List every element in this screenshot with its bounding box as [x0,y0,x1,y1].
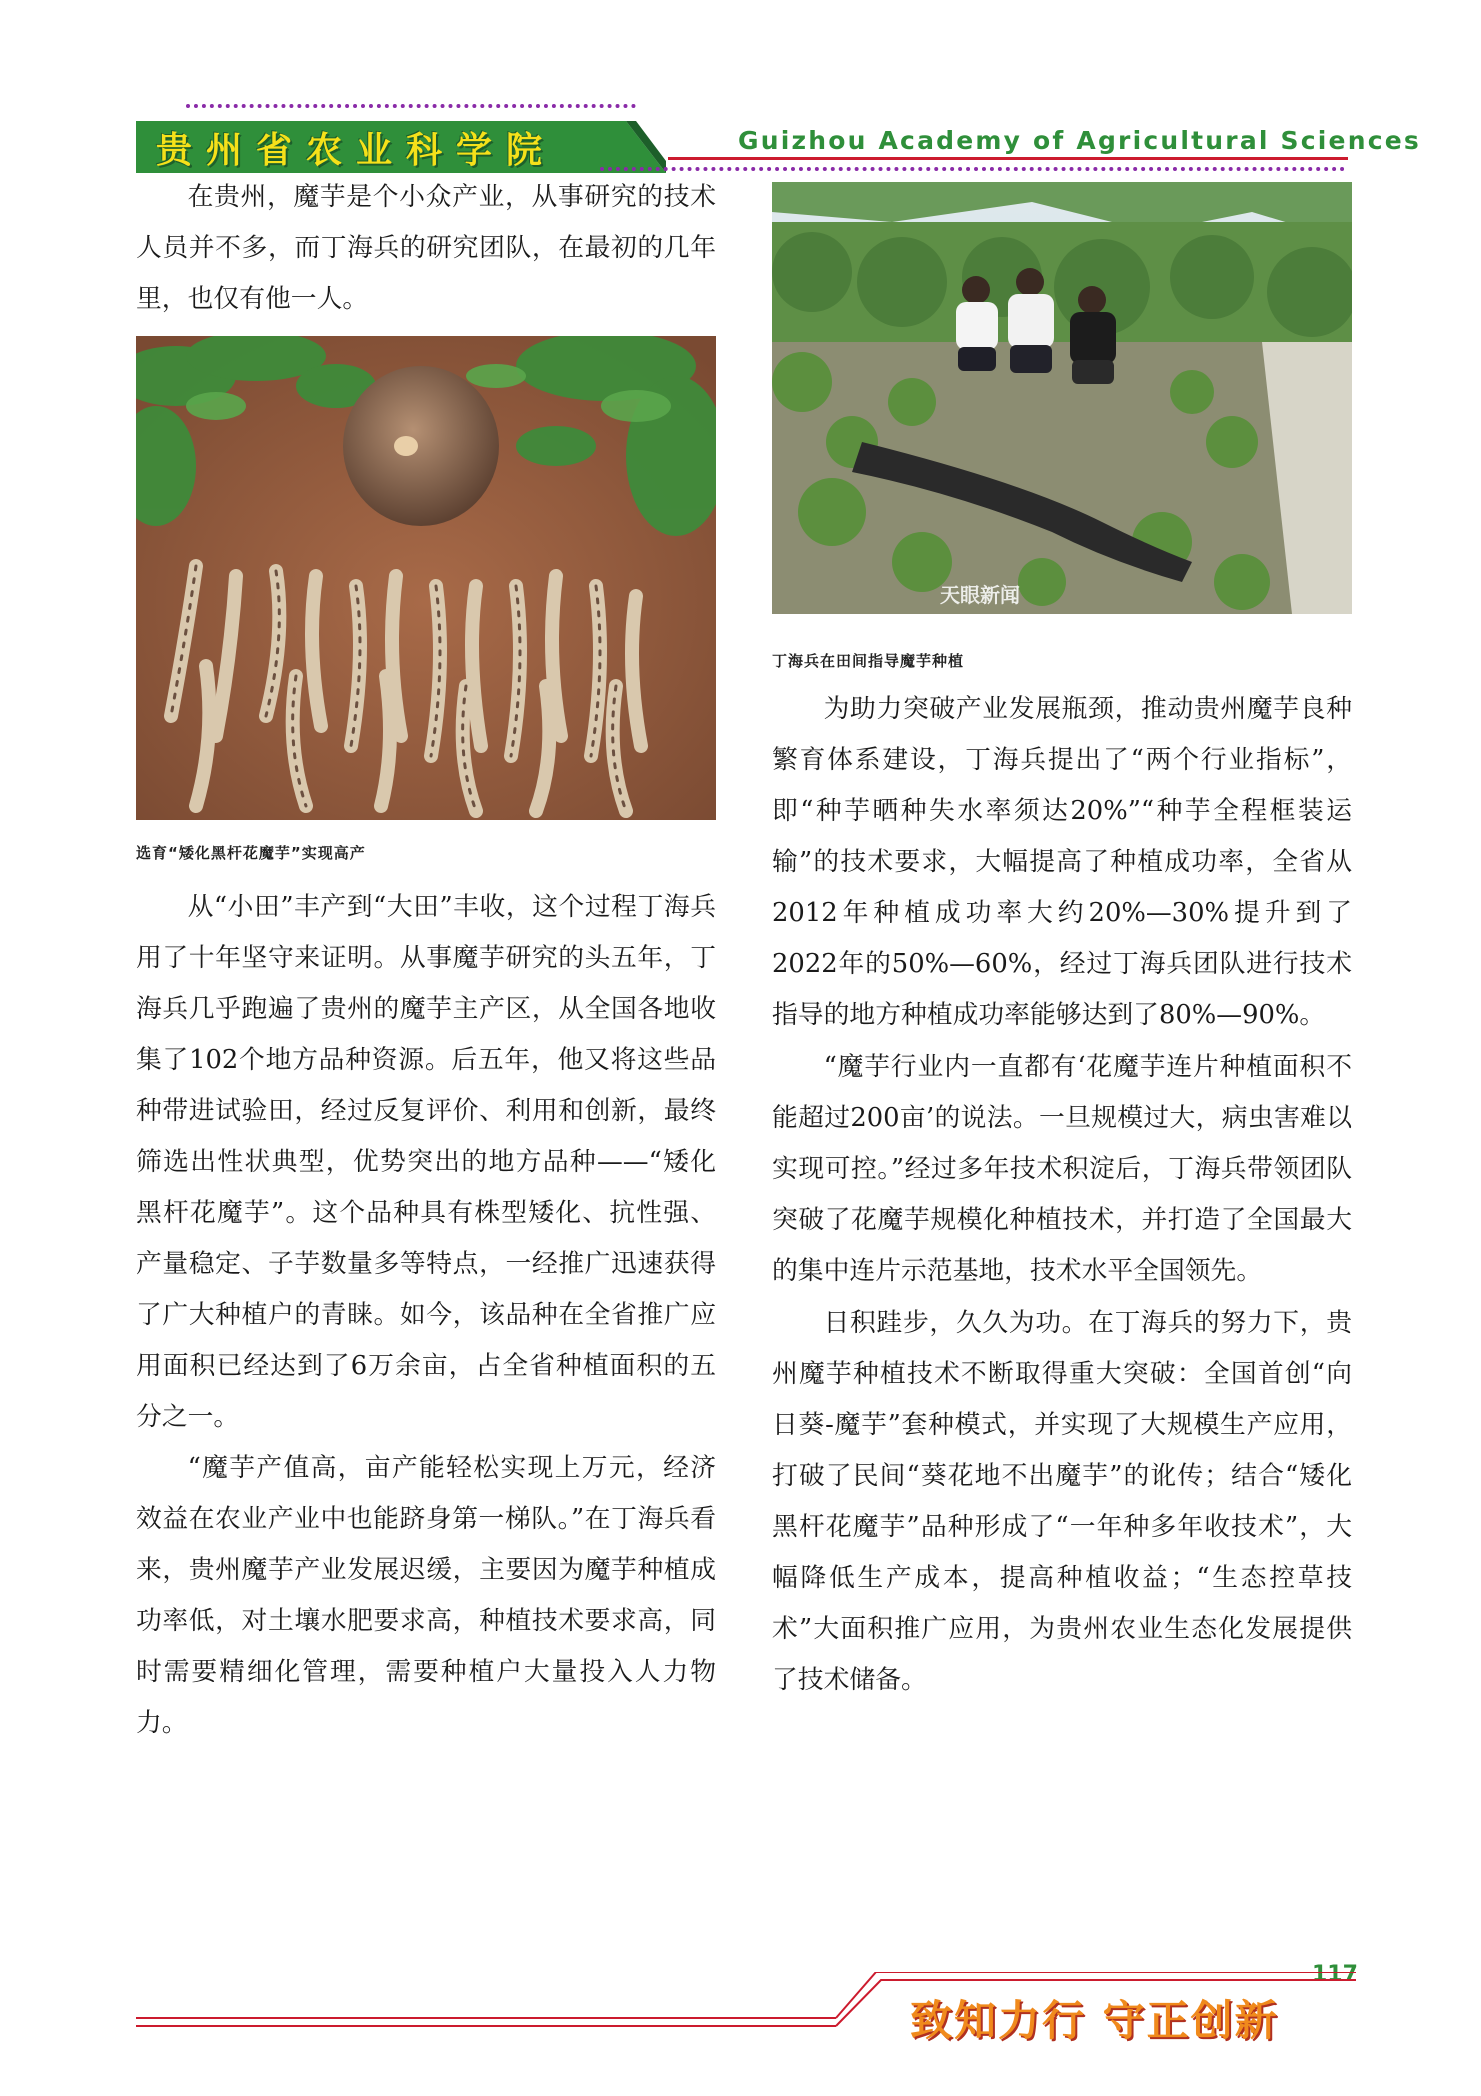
right-paragraph-2: “魔芋行业内一直都有‘花魔芋连片种植面积不能超过200亩’的说法。一旦规模过大，病虫害难以实现可控。”经过多年技术积淀后，丁海兵带领团队突破了花魔芋规模化种植技术，并打造了全国最大的集中连片示范基地，技术水平全国领先。 [772,1052,1352,1286]
konjac-harvest-photo [136,336,716,820]
photo-watermark: 天眼新闻 [940,583,1020,607]
right-paragraph-3: 日积跬步，久久为功。在丁海兵的努力下，贵州魔芋种植技术不断取得重大突破：全国首创“向日葵-魔芋”套种模式，并实现了大规模生产应用，打破了民间“葵花地不出魔芋”的讹传；结合“矮化黑杆花魔芋”品种形成了“一年种多年收技术”，大幅降低生产成本，提高种植收益；“生态控草技术”大面积推广应用，为贵州农业生态化发展提供了技术储备。 [772,1308,1352,1695]
right-paragraph-1: 为助力突破产业发展瓶颈，推动贵州魔芋良种繁育体系建设，丁海兵提出了“两个行业指标”，即“种芋晒种失水率须达20%”“种芋全程框装运输”的技术要求，大幅提高了种植成功率，全省从2012年种植成功率大约20%—30%提升到了2022年的50%—60%，经过丁海兵团队进行技术指导的地方种植成功率能够达到了80%—90%。 [772,694,1352,1030]
header-en-title: Guizhou Academy of Agricultural Sciences [738,126,1421,155]
footer-slogan: 致知力行 守正创新 [910,1996,1279,2045]
header-dotted-line-top [186,104,636,108]
field-guidance-photo [772,182,1352,614]
field-photo-illustration [772,182,1352,614]
intro-paragraph: 在贵州，魔芋是个小众产业，从事研究的技术人员并不多，而丁海兵的研究团队，在最初的几年里，也仅有他一人。 [136,182,716,314]
konjac-photo-caption: 选育“矮化黑杆花魔芋”实现高产 [136,844,366,862]
header-dotted-line-bottom [600,167,1345,171]
left-paragraph-2: 从“小田”丰产到“大田”丰收，这个过程丁海兵用了十年坚守来证明。从事魔芋研究的头五年，丁海兵几乎跑遍了贵州的魔芋主产区，从全国各地收集了102个地方品种资源。后五年，他又将这些品种带进试验田，经过反复评价、利用和创新，最终筛选出性状典型，优势突出的地方品种——“矮化黑杆花魔芋”。这个品种具有株型矮化、抗性强、产量稳定、子芋数量多等特点，一经推广迅速获得了广大种植户的青睐。如今，该品种在全省推广应用面积已经达到了6万余亩，占全省种植面积的五分之一。 [136,892,716,1432]
page-number: 117 [1312,1962,1358,1987]
left-paragraph-3: “魔芋产值高，亩产能轻松实现上万元，经济效益在农业产业中也能跻身第一梯队。”在丁海兵看来，贵州魔芋产业发展迟缓，主要因为魔芋种植成功率低，对土壤水肥要求高，种植技术要求高，同时需要精细化管理，需要种植户大量投入人力物力。 [136,1453,716,1738]
konjac-photo-illustration [136,336,716,820]
header-cn-title: 贵州省农业科学院 [156,129,557,171]
header-red-line [668,157,1348,160]
field-photo-caption: 丁海兵在田间指导魔芋种植 [772,652,965,670]
